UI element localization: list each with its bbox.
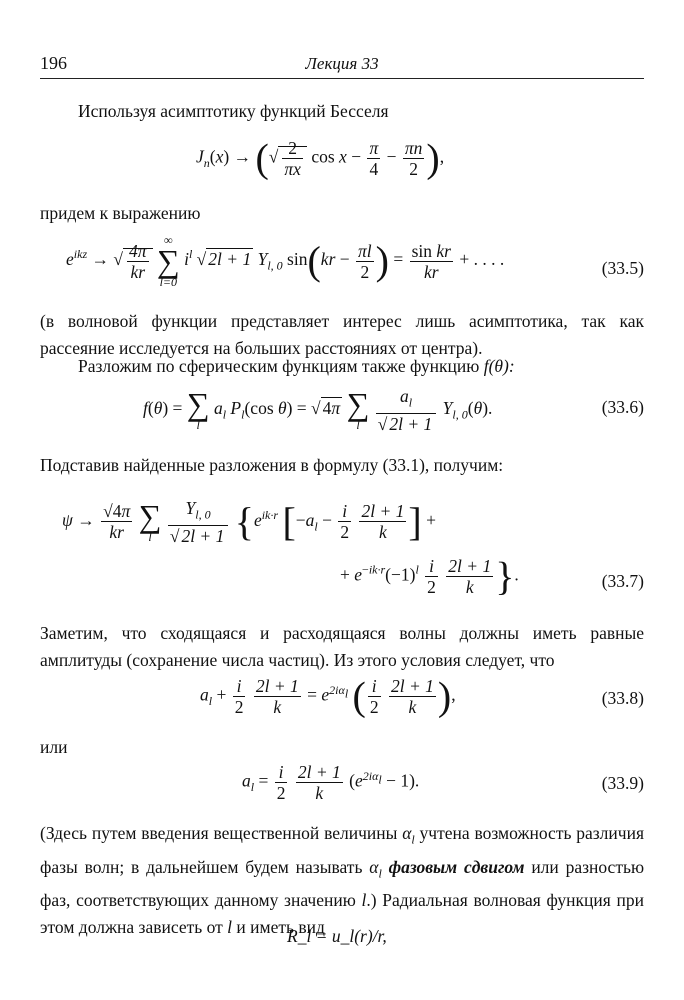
phase-text-f: и иметь вид — [236, 917, 325, 937]
f-theta-inline: f(θ): — [483, 356, 515, 376]
equation-33-9: $a_l$ = $\frac{i}{2}$ $\frac{2l + 1}{k}$ $(e^{2i\alpha_l} - 1)$. — [242, 762, 420, 803]
equation-number-33-7: (33.7) — [601, 571, 644, 591]
paragraph-arrive: придем к выражению — [40, 203, 201, 223]
paragraph-bessel-intro: Используя асимптотику функций Бесселя — [78, 101, 389, 121]
phase-text-b: учтена возможность различия фазы волн; в дальнейшем будем называть — [40, 823, 644, 877]
header-rule — [40, 78, 644, 79]
phase-text-e: .) Радиальная волновая функция при этом должна зависеть от — [40, 890, 644, 937]
equation-radial-function: R_l = u_l(r)/r, — [287, 926, 387, 946]
page-number: 196 — [40, 53, 67, 73]
equation-number-33-5: (33.5) — [601, 258, 644, 278]
running-title: Лекция 33 — [305, 54, 379, 73]
paragraph-expand-f — [40, 353, 644, 380]
equation-33-8: $a_l$ + $\frac{i}{2}$ $\frac{2l + 1}{k}$ = $e^{2i\alpha_l}$ ( $\frac{i}{2}$ $\frac{2l + 1}{k}$ ), — [200, 673, 456, 719]
equation-bessel-asymptotic: $J_n(x)$ → (√ $\frac{2}{\pi x}$ cos x − $\frac{\pi}{4}$ − $\frac{\pi n}{2}$ ), — [196, 135, 445, 181]
phase-text-d: или разностью фаз, соответствующих данному значению — [40, 856, 645, 910]
paragraph-amplitudes: Заметим, что сходящаяся и расходящаяся волны должны иметь равные амплитуды (сохранение числа частиц). Из этого условия следует, что — [40, 623, 644, 670]
equation-33-5: $e^{ikz}$ → √ $\frac{4\pi}{kr}$ ∞ ∑ l=0 $i^l$ √ 2l + 1 $Y_{l, 0}$ sin(kr − $\frac{\pi l}{2}$ ) = $\frac{\text{sin kr}}{kr}$ + . . . . — [66, 233, 505, 289]
equation-number-33-8: (33.8) — [601, 688, 644, 708]
paragraph-or: или — [40, 737, 68, 757]
phase-shift-term: фазовым сдвигом — [388, 856, 525, 877]
paragraph-expand-f-text: Разложим по сферическим функциям также функцию — [78, 356, 480, 376]
equation-33-6: f(θ) = ∑ l $a_l$ $P_l(\cos$ θ) = √ 4π ∑ l $\frac{a_l}{√ 2l + 1}$ $Y_{l, 0}(\theta)$. — [143, 385, 493, 434]
phase-text-a: (Здесь путем введения вещественной величины — [40, 823, 398, 843]
equation-33-7-line-2: + $e^{-ik\cdot r}(-1)^l$ $\frac{i}{2}$ $\frac{2l + 1}{k}$ }. — [340, 553, 519, 599]
equation-number-33-6: (33.6) — [601, 397, 644, 417]
equation-number-33-9: (33.9) — [601, 773, 644, 793]
equation-33-7-line-1: ψ → $\frac{√4\pi}{kr}$ ∑ l $\frac{Y_{l, 0}}{√ 2l + 1}$ {$e^{ik\cdot r}$ [$-a_l$ − $\frac{i}{2}$ $\frac{2l + 1}{k}$ ] + — [62, 497, 436, 546]
paragraph-asymptotic-note: (в волновой функции представляет интерес лишь асимптотика, так как рассеяние исследуется на больших расстояниях от центра). — [40, 311, 644, 358]
paragraph-substitute: Подставив найденные разложения в формулу (33.1), получим: — [40, 455, 504, 475]
paragraph-phase-shift: (Здесь путем введения вещественной величины $\alpha_l$ учтена возможность различия фазы волн; в дальнейшем будем называть $\alpha_l$ фазовым сдвигом или разностью фаз, соответствующих данному значению l.) Радиальная волновая функция при этом должна зависеть от l и иметь вид — [40, 823, 645, 937]
